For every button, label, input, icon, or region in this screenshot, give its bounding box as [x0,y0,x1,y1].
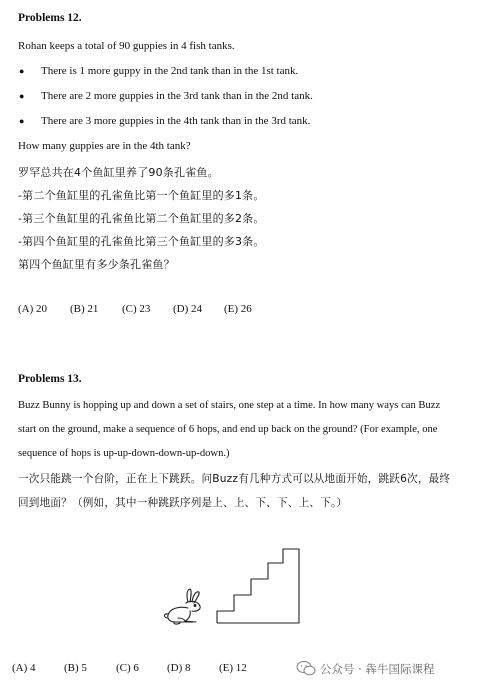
problem-12-bullet-1: There is 1 more guppy in the 2nd tank than in the 1st tank. [41,65,299,77]
problem-13-choice-e: (E) 12 [219,662,247,674]
watermark-text: 公众号 · 犇牛国际课程 [320,662,435,676]
problem-13-choice-a: (A) 4 [12,662,36,674]
problem-12-bullet-2: There are 2 more guppies in the 3rd tank than in the 2nd tank. [41,90,313,102]
problem-13-choice-c: (C) 6 [116,662,139,674]
problem-13-text-line-1: Buzz Bunny is hopping up and down a set of stairs, one step at a time. In how many ways can Buzz [18,400,441,411]
problem-13-text-line-2: start on the ground, make a sequence of 6 hops, and end up back on the ground? (For example, one [18,424,438,435]
problem-13-cn-line-2: 回到地面？（例如，其中一种跳跃序列是上、上、下、下、上、下。） [18,497,348,509]
problem-12-cn-line-3: -第三个鱼缸里的孔雀鱼比第二个鱼缸里的多2条。 [18,212,265,225]
problem-12-cn-line-1: 罗罕总共在4个鱼缸里养了90条孔雀鱼。 [18,166,219,179]
wechat-icon [296,660,316,677]
problem-12-choice-b: (B) 21 [70,303,99,315]
problem-12-cn-line-2: -第二个鱼缸里的孔雀鱼比第一个鱼缸里的多1条。 [18,189,265,202]
problem-12-intro: Rohan keeps a total of 90 guppies in 4 fish tanks. [18,40,235,52]
bullet-dot: ● [19,91,25,101]
problem-13-text-line-3: sequence of hops is up-up-down-down-up-down.) [18,448,230,459]
problem-13-heading: Problems 13. [18,373,82,385]
bullet-dot: ● [19,116,25,126]
bullet-dot: ● [19,66,25,76]
staircase-diagram [215,545,303,627]
problem-12-choice-d: (D) 24 [173,303,203,315]
bunny-icon [160,588,210,628]
problem-12-heading: Problems 12. [18,12,82,24]
problem-12-cn-line-5: 第四个鱼缸里有多少条孔雀鱼？ [18,258,175,271]
problem-13-choice-d: (D) 8 [167,662,191,674]
problem-12-choice-a: (A) 20 [18,303,48,315]
problem-12-cn-line-4: -第四个鱼缸里的孔雀鱼比第三个鱼缸里的多3条。 [18,235,265,248]
problem-12-choice-e: (E) 26 [224,303,252,315]
problem-12-choice-c: (C) 23 [122,303,151,315]
problem-13-choice-b: (B) 5 [64,662,87,674]
problem-12-question: How many guppies are in the 4th tank? [18,140,191,152]
problem-12-bullet-3: There are 3 more guppies in the 4th tank than in the 3rd tank. [41,115,311,127]
problem-13-cn-line-1: 一次只能跳一个台阶，正在上下跳跃。问Buzz有几种方式可以从地面开始，跳跃6次，最终 [18,473,451,485]
